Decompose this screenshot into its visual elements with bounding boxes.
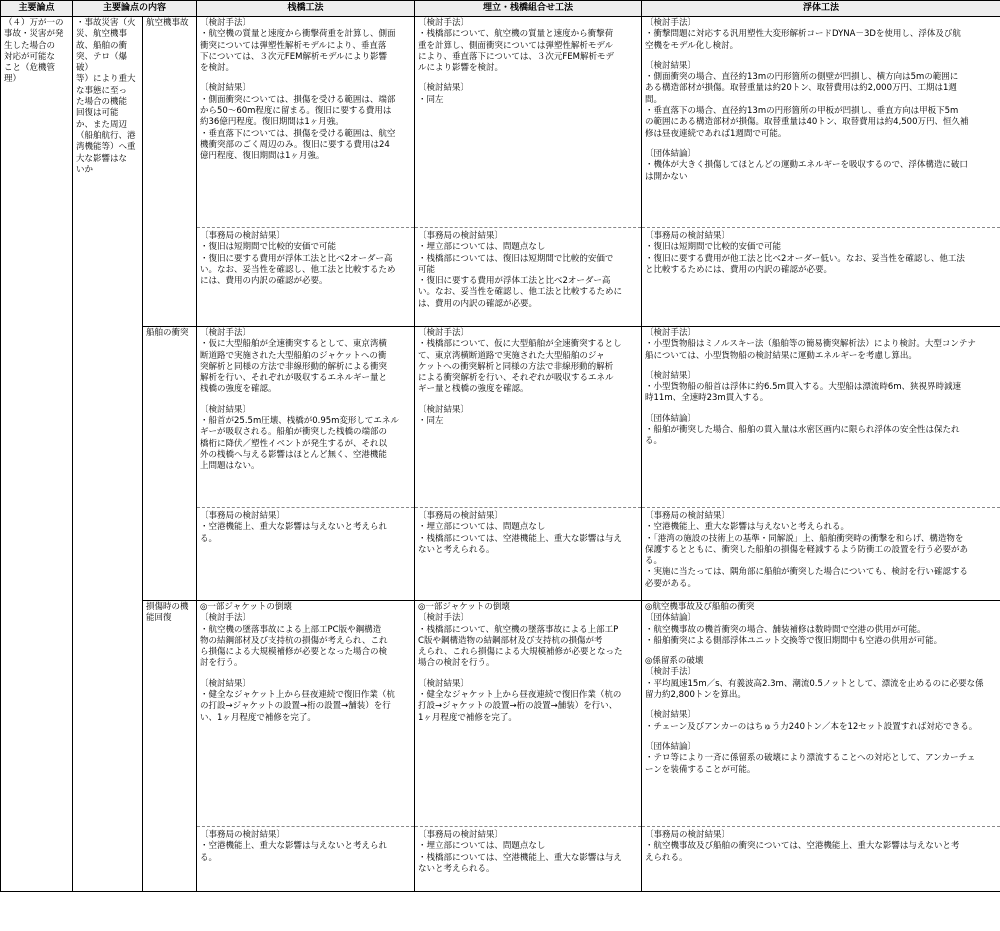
- text-block: [200, 83, 411, 162]
- text-line: ・航空機の質量と速度から衝撃荷重を計算し、側面: [200, 29, 396, 40]
- text-line: ・航空機事故及び船舶の衝突については、空港機能上、重大な影響は与えないと考: [645, 841, 960, 852]
- text-line: 〔事務局の検討結果〕: [645, 231, 731, 241]
- text-line: ・桟橋部については、復旧は短期間で比較的安価で: [418, 253, 614, 264]
- text-line: 〔検討手法〕: [418, 328, 470, 338]
- text-line: ・桟橋部について、航空機の墜落事故による上部工P: [418, 624, 619, 635]
- text-line: ・空港機能上、重大な影響は与えないと考えられ: [200, 841, 388, 852]
- text-line: 災、航空機事: [76, 29, 128, 40]
- text-line: いか: [76, 164, 94, 175]
- text-line: 場合の検討を行う。: [418, 658, 495, 669]
- hybrid-secretariat-result: [415, 827, 642, 892]
- hybrid-method-cell: [415, 17, 642, 228]
- text-line: 〔検討結果〕: [418, 83, 470, 94]
- text-line: 時11m、全速時23m貫入する。: [645, 393, 769, 404]
- text-block: [645, 61, 997, 140]
- text-line: 留力約2,800トンを算出。: [645, 690, 746, 701]
- float-method-cell: [642, 327, 1000, 508]
- text-line: ◎一部ジャケットの倒壊: [200, 602, 292, 612]
- text-line: 〔検討結果〕: [200, 678, 252, 689]
- text-line: の範囲にある構造部材が損傷。取替重量は40トン、取替費用は約4,500万円、恒久補: [645, 117, 969, 128]
- text-line: 〔検討手法〕: [418, 18, 470, 28]
- text-line: て、東京湾横断道路で実施された大型船舶のジャ: [418, 350, 605, 361]
- text-line: 可能: [418, 264, 436, 275]
- text-line: ・チェーン及びアンカーのはちゅう力240トン／本を12セット設置すれば対応できる。: [645, 721, 978, 732]
- text-line: ・同左: [418, 416, 444, 427]
- text-line: 衝突については弾塑性解析モデルにより、垂直落: [200, 40, 387, 51]
- text-line: 物の結鋼部材及び支持杭の損傷が考えられ、これ: [200, 635, 388, 646]
- text-line: から50～60m程度に留まる。復旧に要する費用は: [200, 106, 392, 117]
- text-line: 〔検討手法〕: [200, 613, 252, 624]
- text-line: ーンを装備することが可能。: [645, 764, 756, 775]
- text-block: [200, 405, 411, 473]
- text-line: 〔検討結果〕: [645, 60, 697, 71]
- text-line: ケットへの衝突解析と同様の方法で非線形動的解析: [418, 361, 614, 372]
- text-line: い。なお、妥当性を確認し、他工法と比較するため: [200, 264, 396, 275]
- text-line: ・テロ等により一斉に係留系の破壊により漂流することへの対応として、アンカーチェ: [645, 753, 976, 764]
- text-line: ・空港機能上、重大な影響は与えないと考えられ: [200, 522, 388, 533]
- pile-secretariat-result: [197, 508, 415, 601]
- float-secretariat-result: [642, 508, 1000, 601]
- text-block: [418, 405, 638, 428]
- text-line: 修は昼夜連続であれば1週間で可能。: [645, 128, 787, 139]
- text-line: ないと考えられる。: [418, 863, 495, 874]
- text-block: [418, 679, 638, 724]
- header-hybrid-method: 埋立・桟橋組合せ工法: [415, 1, 642, 17]
- row-2-top: [1, 601, 1000, 827]
- text-line: ・同左: [418, 94, 444, 105]
- text-line: 下については、３次元FEM解析モデルにより影響: [200, 51, 388, 62]
- text-line: 〔検討結果〕: [645, 370, 697, 381]
- text-line: 解析を行い、それぞれが吸収するエネルギー量と: [200, 373, 388, 384]
- text-line: 船舶の衝突: [146, 328, 189, 338]
- text-block: [418, 602, 638, 670]
- text-line: な事態に至っ: [76, 85, 128, 96]
- text-line: 1ヶ月程度で補修を完了。: [418, 712, 517, 723]
- text-line: 〔検討手法〕: [645, 18, 697, 28]
- text-line: 桟橋の強度を確認。: [200, 384, 277, 395]
- text-line: 機衝突部のごく周辺のみ。復旧に要する費用は24: [200, 139, 390, 150]
- header-float-method: 浮体工法: [642, 1, 1000, 17]
- text-line: る。: [645, 436, 663, 447]
- text-line: ・側面衝突の場合、直径約13mの円形箇所の側壁が凹損し、横方向は5mの範囲に: [645, 72, 959, 83]
- text-block: [418, 328, 638, 396]
- text-line: 〔団体結論〕: [645, 413, 697, 424]
- text-line: 討を行う。: [200, 658, 243, 669]
- text-line: 打設→ジャケットの設置→桁の設置→舗装）を行い、: [418, 701, 618, 712]
- text-line: ギーが吸収される。船舶が衝突した桟橋の端部の: [200, 427, 388, 438]
- text-line: 〔検討手法〕: [418, 613, 470, 624]
- text-line: ・復旧は短期間で比較的安価で可能: [200, 242, 337, 253]
- text-line: 上問題はない。: [200, 461, 260, 472]
- text-line: 損傷時の機: [146, 602, 189, 612]
- text-line: と比較するためには、費用の内訳の確認が必要。: [645, 264, 833, 275]
- text-line: 〔検討結果〕: [200, 404, 252, 415]
- text-line: ・健全なジャケット上から昼夜連続で復旧作業（杭の: [418, 690, 622, 701]
- text-line: ルにより影響を検討。: [418, 63, 504, 74]
- text-line: 突、テロ（爆破）: [76, 51, 128, 74]
- text-line: は、費用の内訳の確認が必要。: [418, 298, 538, 309]
- text-block: [645, 602, 997, 647]
- text-line: 能回復: [146, 613, 172, 624]
- text-line: 億円程度、復旧期間は1ヶ月強。: [200, 151, 325, 162]
- text-line: 〔検討手法〕: [645, 667, 697, 678]
- text-line: 〔事務局の検討結果〕: [200, 830, 286, 840]
- text-line: 生した場合の: [4, 40, 56, 51]
- text-block: [200, 328, 411, 396]
- text-line: を検討。: [200, 63, 235, 74]
- text-line: により、垂直落下については、３次元FEM解析モデ: [418, 51, 614, 62]
- text-line: ・桟橋部については、空港機能上、重大な影響は与え: [418, 852, 622, 863]
- text-line: 〔事務局の検討結果〕: [418, 830, 504, 840]
- float-secretariat-result: [642, 228, 1000, 327]
- text-line: る。: [200, 852, 218, 863]
- text-line: 保護するとともに、衝突した船舶の損傷を軽減するよう防衝工の設置を行う必要があ: [645, 544, 969, 555]
- text-line: 〔事務局の検討結果〕: [200, 231, 286, 241]
- header-pile-method: 桟橋工法: [197, 1, 415, 17]
- header-content: 主要論点の内容: [73, 1, 197, 17]
- text-line: ・復旧に要する費用が浮体工法と比べ2オーダー高: [200, 253, 393, 264]
- text-line: ・衝撃問題に対応する汎用塑性大変形解析コードDYNA－3Dを使用し、浮体及び航: [645, 29, 961, 40]
- header-row: [1, 1, 1000, 17]
- text-line: ・桟橋部については、空港機能上、重大な影響は与え: [418, 533, 622, 544]
- text-line: た場合の機能: [76, 97, 128, 108]
- text-block: [645, 656, 997, 701]
- text-line: ・実施に当たっては、隅角部に船舶が衝突した場合についても、検討を行い確認する: [645, 567, 968, 578]
- text-line: ◎航空機事故及び船舶の衝突: [645, 602, 755, 612]
- text-line: ◎一部ジャケットの倒壊: [418, 602, 510, 612]
- text-line: 湾機能等）へ重: [76, 142, 136, 153]
- text-block: [645, 18, 997, 52]
- text-line: る。: [645, 556, 663, 567]
- text-line: ・仮に大型船舶が全速衝突するとして、東京湾横: [200, 339, 387, 350]
- text-line: 〔検討手法〕: [200, 328, 252, 338]
- text-line: 回復は可能: [76, 108, 119, 119]
- text-line: 〔団体結論〕: [645, 613, 697, 624]
- text-line: ・小型貨物船はミノルスキー法（船舶等の簡易衝突解析法）により検討。大型コンテナ: [645, 339, 976, 350]
- text-block: [645, 710, 997, 733]
- text-line: には、費用の内訳の確認が必要。: [200, 276, 328, 287]
- text-line: ・事故災害（火: [76, 18, 136, 28]
- text-line: 〔団体結論〕: [645, 148, 697, 159]
- text-line: い、1ヶ月程度で補修を完了。: [200, 712, 316, 723]
- text-line: ・「港湾の施設の技術上の基準・同解説」上、船舶衝突時の衝撃を和らげ、構造物を: [645, 533, 964, 544]
- text-block: [645, 414, 997, 448]
- text-block: [418, 18, 638, 74]
- text-line: 重を計算し、側面衝突については弾塑性解析モデル: [418, 40, 613, 51]
- text-line: 〔団体結論〕: [645, 741, 697, 752]
- text-line: 間。: [645, 94, 663, 105]
- text-line: 約36億円程度。復旧期間は1ヶ月強。: [200, 117, 344, 128]
- text-line: 航空機事故: [146, 18, 189, 28]
- text-line: 故、船舶の衝: [76, 40, 128, 51]
- text-line: 断道路で実施された大型船舶のジャケットへの衝: [200, 350, 387, 361]
- text-line: 事故・災害が発: [4, 29, 64, 40]
- hybrid-secretariat-result: [415, 508, 642, 601]
- text-line: （船舶航行、港: [76, 130, 136, 141]
- text-line: C版や鋼構造物の結鋼部材及び支持杭の損傷が考: [418, 635, 603, 646]
- text-line: えられ、これら損傷による大規模補修が必要となった: [418, 647, 623, 658]
- case-label: [143, 601, 197, 892]
- pile-method-cell: [197, 17, 415, 228]
- text-line: 〔事務局の検討結果〕: [200, 511, 286, 521]
- row-1-top: [1, 327, 1000, 508]
- text-line: ・埋立部については、問題点なし: [418, 522, 546, 533]
- text-line: 空機をモデル化し検討。: [645, 40, 739, 51]
- text-line: 〔事務局の検討結果〕: [418, 231, 504, 241]
- text-line: 必要がある。: [645, 578, 697, 589]
- text-line: ・機体が大きく損傷してほとんどの運動エネルギーを吸収するので、浮体構造に破口: [645, 160, 968, 171]
- case-label: [143, 17, 197, 327]
- text-line: 対応が可能な: [4, 51, 56, 62]
- text-line: ・垂直落下については、損傷を受ける範囲は、航空: [200, 128, 396, 139]
- text-line: 等）により重大: [76, 74, 136, 85]
- content-cell: [73, 17, 143, 892]
- text-line: 〔検討手法〕: [645, 328, 697, 338]
- text-block: [418, 83, 638, 106]
- text-line: ら損傷による大規模補修が必要となった場合の検: [200, 647, 388, 658]
- text-line: 〔検討結果〕: [200, 83, 252, 94]
- float-secretariat-result: [642, 827, 1000, 892]
- text-line: 突解析と同様の方法で非線形動的解析による衝突: [200, 361, 388, 372]
- text-line: ・船舶衝突による側部浮体ユニット交換等で復旧期間中も空港の供用が可能。: [645, 635, 943, 646]
- text-block: [200, 18, 411, 74]
- text-line: ・側面衝突については、損傷を受ける範囲は、端部: [200, 94, 396, 105]
- text-line: 〔事務局の検討結果〕: [645, 511, 731, 521]
- text-line: 〔検討結果〕: [418, 404, 470, 415]
- text-line: ・小型貨物船の船首は浮体に約6.5m貫入する。大型船は漂流時6m、狭視界時減速: [645, 382, 962, 393]
- text-block: [645, 328, 997, 362]
- text-line: ある構造部材が損傷。取替重量は約20トン、取替費用は約2,000万円、工期は1週: [645, 83, 957, 94]
- text-line: ・復旧に要する費用が浮体工法と比べ2オーダー高: [418, 276, 611, 287]
- text-line: 船については、小型貨物船の検討結果に運動エネルギーを考慮し算出。: [645, 350, 917, 361]
- text-line: （４）万が一の: [4, 18, 64, 28]
- text-line: ◎係留系の破壊: [645, 656, 704, 667]
- text-line: 理）: [4, 74, 22, 85]
- text-line: ・船舶が衝突した場合、船舶の貫入量は水密区画内に限られ浮体の安全性は保たれ: [645, 425, 960, 436]
- pile-secretariat-result: [197, 228, 415, 327]
- text-line: ・航空機の墜落事故による上部工PC版や鋼構造: [200, 624, 382, 635]
- text-line: は開かない: [645, 171, 688, 182]
- text-line: ・復旧は短期間で比較的安価で可能: [645, 242, 782, 253]
- text-line: る。: [200, 533, 218, 544]
- text-line: による衝突解析を行い、それぞれが吸収するエネル: [418, 373, 614, 384]
- pile-method-cell: [197, 601, 415, 827]
- text-line: ・埋立部については、問題点なし: [418, 242, 546, 253]
- text-line: えられる。: [645, 852, 688, 863]
- text-line: ・垂直落下の場合、直径約13mの円形箇所の甲板が凹損し、垂直方向は甲板下5m: [645, 106, 959, 117]
- pile-method-cell: [197, 327, 415, 508]
- text-line: ないと考えられる。: [418, 544, 495, 555]
- text-line: 〔検討結果〕: [645, 710, 697, 721]
- hybrid-secretariat-result: [415, 228, 642, 327]
- case-label: [143, 327, 197, 601]
- float-method-cell: [642, 601, 1000, 827]
- text-line: こと（危機管: [4, 63, 56, 74]
- text-line: 橋桁に降伏／塑性イベントが発生するが、それ以: [200, 438, 388, 449]
- text-line: ・健全なジャケット上から昼夜連続で復旧作業（杭: [200, 690, 395, 701]
- text-line: い。なお、妥当性を確認し、他工法と比較するために: [418, 287, 623, 298]
- header-issue: 主要論点: [1, 1, 73, 17]
- text-line: ・桟橋部について、航空機の質量と速度から衝撃荷: [418, 29, 614, 40]
- text-line: 〔検討手法〕: [200, 18, 252, 28]
- text-line: ギー量と桟橋の強度を確認。: [418, 384, 529, 395]
- text-block: [200, 679, 411, 724]
- text-line: 大な影響はな: [76, 153, 128, 164]
- pile-secretariat-result: [197, 827, 415, 892]
- hybrid-method-cell: [415, 327, 642, 508]
- text-line: 〔事務局の検討結果〕: [418, 511, 504, 521]
- text-line: か、また周辺: [76, 119, 128, 130]
- text-block: [645, 371, 997, 405]
- text-block: [645, 742, 997, 776]
- text-line: 〔事務局の検討結果〕: [645, 830, 731, 840]
- text-line: ・空港機能上、重大な影響は与えないと考えられる。: [645, 522, 850, 533]
- hybrid-method-cell: [415, 601, 642, 827]
- text-line: ・復旧に要する費用が他工法と比べ2オーダー低い。なお、妥当性を確認し、他工法: [645, 253, 965, 264]
- text-line: ・航空機事故の機首衝突の場合、舗装補修は数時間で空港の供用が可能。: [645, 624, 926, 635]
- text-block: [645, 149, 997, 183]
- float-method-cell: [642, 17, 1000, 228]
- row-0-top: [1, 17, 1000, 228]
- issue-cell: [1, 17, 73, 892]
- text-line: ・船首が25.5m圧壊、桟橋が0.95m変形してエネル: [200, 416, 399, 427]
- text-line: 外の桟橋へ与える影響はほとんど無く、空港機能: [200, 449, 387, 460]
- text-line: ・埋立部については、問題点なし: [418, 841, 546, 852]
- text-line: ・平均風速15m／s、有義波高2.3m、潮流0.5ノットとして、漂流を止めるのに必要な係: [645, 678, 984, 689]
- text-line: 〔検討結果〕: [418, 678, 470, 689]
- text-line: の打設→ジャケットの設置→桁の設置→舗装）を行: [200, 701, 391, 712]
- text-line: ・桟橋部について、仮に大型船舶が全速衝突するとし: [418, 339, 622, 350]
- text-block: [200, 602, 411, 670]
